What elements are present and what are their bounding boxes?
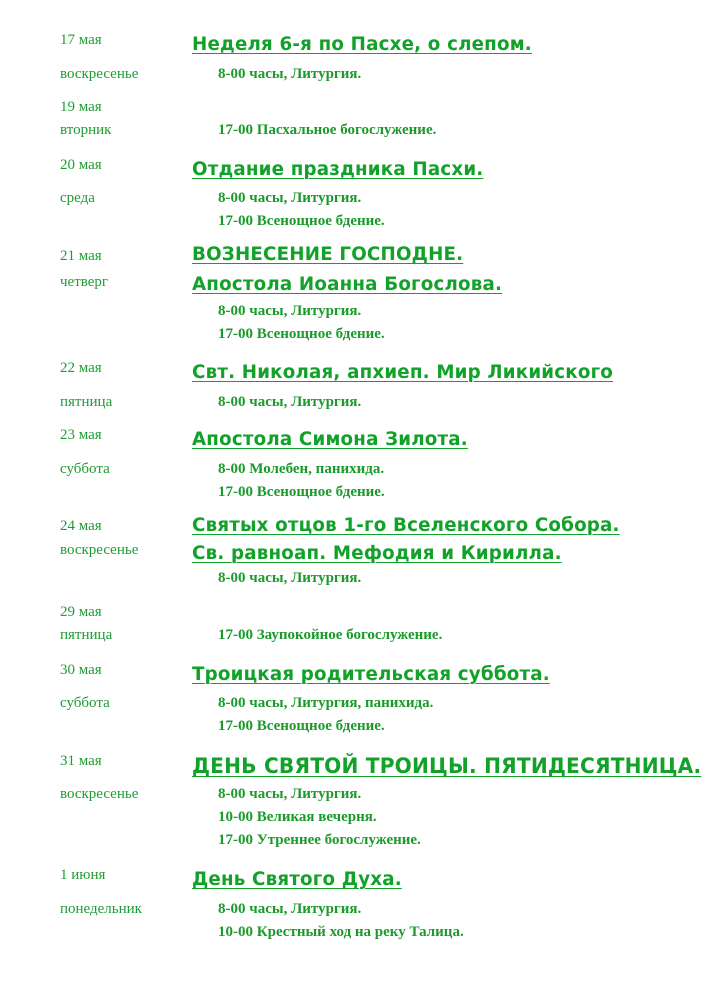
entry-weekday: четверг (60, 274, 109, 290)
entry-weekday: вторник (60, 122, 112, 138)
service-line: 10-00 Крестный ход на реку Талица. (218, 924, 464, 940)
entry-weekday: воскресенье (60, 542, 139, 558)
entry-date: 19 мая (60, 99, 102, 115)
entry-weekday: среда (60, 190, 95, 206)
feast-title: Святых отцов 1-го Вселенского Собора. (192, 514, 620, 536)
entry-date: 17 мая (60, 32, 102, 48)
service-line: 17-00 Утреннее богослужение. (218, 832, 421, 848)
entry-weekday: суббота (60, 461, 110, 477)
entry-weekday: пятница (60, 627, 113, 643)
feast-title: ВОЗНЕСЕНИЕ ГОСПОДНЕ. (192, 243, 464, 265)
entry-weekday: воскресенье (60, 786, 139, 802)
service-line: 8-00 часы, Литургия. (218, 190, 362, 206)
entry-weekday: понедельник (60, 901, 142, 917)
entry-date: 22 мая (60, 360, 102, 376)
entry-date: 30 мая (60, 662, 102, 678)
feast-title: Апостола Симона Зилота. (192, 428, 468, 450)
entry-date: 24 мая (60, 518, 102, 534)
entry-date: 21 мая (60, 248, 102, 264)
entry-date: 1 июня (60, 867, 106, 883)
feast-title: Апостола Иоанна Богослова. (192, 273, 503, 295)
entry-weekday: пятница (60, 394, 113, 410)
entry-date: 31 мая (60, 753, 102, 769)
service-line: 17-00 Всенощное бдение. (218, 326, 385, 342)
service-line: 10-00 Великая вечерня. (218, 809, 377, 825)
service-line: 8-00 часы, Литургия. (218, 66, 362, 82)
service-line: 17-00 Всенощное бдение. (218, 213, 385, 229)
entry-date: 20 мая (60, 157, 102, 173)
feast-title: Отдание праздника Пасхи. (192, 158, 484, 180)
service-line: 17-00 Заупокойное богослужение. (218, 627, 443, 643)
service-line: 8-00 часы, Литургия, панихида. (218, 695, 434, 711)
feast-title: Троицкая родительская суббота. (192, 663, 550, 685)
service-line: 8-00 часы, Литургия. (218, 303, 362, 319)
entry-weekday: воскресенье (60, 66, 139, 82)
entry-date: 29 мая (60, 604, 102, 620)
entry-weekday: суббота (60, 695, 110, 711)
service-line: 17-00 Всенощное бдение. (218, 484, 385, 500)
feast-title: Свт. Николая, апхиеп. Мир Ликийского (192, 361, 614, 383)
feast-title: ДЕНЬ СВЯТОЙ ТРОИЦЫ. ПЯТИДЕСЯТНИЦА. (192, 754, 702, 778)
service-line: 17-00 Пасхальное богослужение. (218, 122, 437, 138)
service-line: 8-00 Молебен, панихида. (218, 461, 385, 477)
service-line: 8-00 часы, Литургия. (218, 570, 362, 586)
service-line: 8-00 часы, Литургия. (218, 786, 362, 802)
service-line: 17-00 Всенощное бдение. (218, 718, 385, 734)
feast-title: Св. равноап. Мефодия и Кирилла. (192, 542, 562, 564)
service-line: 8-00 часы, Литургия. (218, 394, 362, 410)
feast-title: День Святого Духа. (192, 868, 402, 890)
entry-date: 23 мая (60, 427, 102, 443)
service-line: 8-00 часы, Литургия. (218, 901, 362, 917)
feast-title: Неделя 6-я по Пасхе, о слепом. (192, 33, 532, 55)
